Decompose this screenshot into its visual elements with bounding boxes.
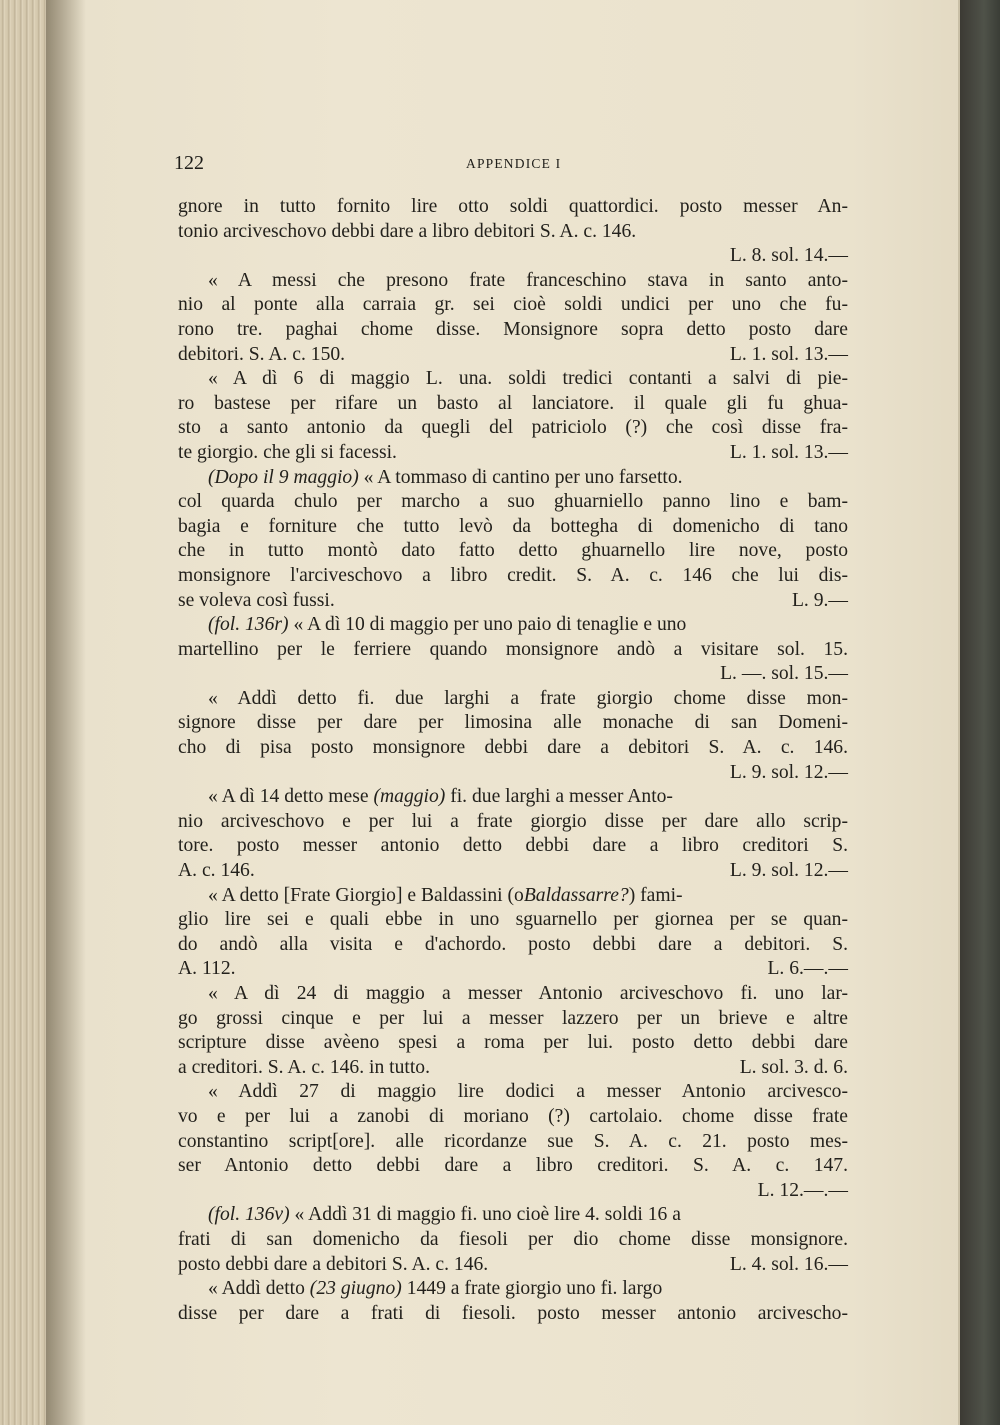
text-segment: « A dì 10 di maggio per uno paio di tenaglie e uno [293, 614, 687, 636]
text-line: che in tutto montò dato fatto detto ghuarnello lire nove, posto [178, 540, 848, 562]
amount-line: L. 12.—.— [757, 1179, 848, 1201]
text-line: frati di san domenicho da fiesoli per dio chome disse monsignore. [178, 1228, 848, 1250]
text-line: sto a santo antonio da quegli del patriciolo (?) che così disse fra- [178, 417, 848, 439]
text-line: monsignore l'arciveschovo a libro credit. S. A. c. 146 che lui dis- [178, 564, 848, 586]
amount: L. 4. sol. 16.— [729, 1253, 848, 1275]
text-line: tore. posto messer antonio detto debbi dare a libro creditori S. [178, 835, 848, 857]
text-line: col quarda chulo per marcho a suo ghuarniello panno lino e bam- [178, 491, 848, 513]
text-line: ser Antonio detto debbi dare a libro creditori. S. A. c. 147. [178, 1155, 848, 1177]
text-segment: A. c. 146. [178, 860, 255, 882]
text-segment: a creditori. S. A. c. 146. in tutto. [178, 1056, 430, 1078]
text-segment: A. 112. [178, 958, 236, 980]
text-line: tonio arcivesсhovo debbi dare a libro debitori S. A. c. 146. [178, 220, 637, 242]
text-line: « A messi che presono frate franceschino stava in santo anto- [208, 269, 848, 291]
body-text [178, 195, 848, 1326]
folio-reference: (fol. 136r) [208, 614, 289, 636]
text-segment: 1449 a frate giorgio uno fi. largo [406, 1278, 663, 1300]
text-line: nio al ponte alla carraia gr. sei cioè soldi undici per uno che fu- [178, 294, 848, 316]
text-line: ro bastese per rifare un basto al lanciatore. il quale gli fu ghua- [178, 392, 848, 414]
text-segment: « A detto [Frate Giorgio] e Baldassini (o [208, 884, 524, 906]
text-line [178, 466, 848, 491]
text-segment: ) fami- [628, 884, 683, 906]
editorial-note: (23 giugno) [309, 1278, 402, 1300]
text-line [178, 589, 848, 614]
editorial-note: Baldassarre? [523, 884, 629, 906]
text-segment: posto debbi dare a debitori S. A. c. 146. [178, 1253, 489, 1275]
text-line [178, 785, 848, 810]
page-edges [0, 0, 47, 1425]
text-segment: se voleva così fussi. [178, 589, 335, 611]
text-line [178, 613, 848, 638]
text-segment: te giorgio. che gli si facessi. [178, 441, 397, 463]
text-line [178, 343, 848, 368]
spine-shadow [46, 0, 86, 1425]
text-segment: « Addì 31 di maggio fi. uno cioè lire 4. soldi 16 a [294, 1204, 681, 1226]
page-number: 122 [174, 152, 204, 174]
text-line [178, 1056, 848, 1081]
text-line: go grossi cinque e per lui a messer lazzero per un brieve e altre [178, 1007, 848, 1029]
text-line: scripture disse avèeno spesi a roma per lui. posto detto debbi dare [178, 1032, 848, 1054]
amount: L. 9.— [791, 589, 848, 611]
amount-line: L. 9. sol. 12.— [729, 761, 848, 783]
text-line: « A dì 6 di maggio L. una. soldi tredici contanti a salvi di pie- [208, 368, 848, 390]
text-line: martellino per le ferriere quando monsignore andò a visitare sol. 15. [178, 638, 848, 660]
text-line [178, 884, 848, 909]
editorial-note: (Dopo il 9 maggio) [208, 466, 359, 488]
amount: L. 6.—.— [767, 958, 848, 980]
text-line: bagia e forniture che tutto levò da bottegha di domenicho di tano [178, 515, 848, 537]
page-header [174, 152, 852, 182]
amount: L. 1. sol. 13.— [729, 441, 848, 463]
text-line: « Addì detto fi. due larghi a frate giorgio chome disse mon- [208, 687, 848, 709]
text-line [178, 957, 848, 982]
text-line: do andò alla visita e d'achordo. posto debbi dare a debitori. S. [178, 933, 848, 955]
text-segment: « Addì detto [208, 1278, 305, 1300]
text-line: gnore in tutto fornito lire otto soldi quattordici. posto messer An- [178, 196, 848, 217]
binding-cover [960, 0, 1000, 1425]
editorial-note: (maggio) [373, 786, 446, 808]
text-line [178, 1277, 848, 1302]
text-line: nio arciveschovo e per lui a frate giorgio disse per dare allo scrip- [178, 810, 848, 832]
amount-line: L. 8. sol. 14.— [729, 245, 848, 267]
amount: L. sol. 3. d. 6. [739, 1056, 848, 1078]
text-line [178, 859, 848, 884]
text-line: « A dì 24 di maggio a messer Antonio arciveschovo fi. uno lar- [208, 983, 848, 1004]
text-segment: « A tommaso di cantino per uno farsetto. [363, 466, 683, 488]
text-line: glio lire sei e quali ebbe in uno sguarnello per giornea per se quan- [178, 909, 848, 931]
text-line: cho di pisa posto monsignore debbi dare a debitori S. A. c. 146. [178, 737, 848, 759]
text-segment: fi. due larghi a messer Anto- [450, 786, 673, 808]
text-line: disse per dare a frati di fiesoli. posto messer antonio arciveschо- [178, 1302, 848, 1324]
text-line [178, 1203, 848, 1228]
text-segment: « A dì 14 detto mese [208, 786, 369, 808]
text-segment: debitori. S. A. c. 150. [178, 343, 346, 365]
text-line: constantino script[ore]. alle ricordanze sue S. A. c. 21. posto mes- [178, 1130, 848, 1152]
amount: L. 9. sol. 12.— [729, 860, 848, 882]
text-line: signore disse per dare per limosina alle monache di san Domeni- [178, 712, 848, 734]
text-line: rono tre. paghai chome disse. Monsignore sopra detto posto dare [178, 318, 848, 340]
amount: L. 1. sol. 13.— [729, 343, 848, 365]
text-line: vo e per lui a zanobi di moriano (?) cartolaio. chome disse frate [178, 1105, 848, 1127]
text-line: « Addì 27 di maggio lire dodici a messer Antonio arcivesco- [208, 1081, 848, 1103]
text-line [178, 1253, 848, 1278]
text-line [178, 441, 848, 466]
folio-reference: (fol. 136v) [208, 1204, 290, 1226]
amount-line: L. —. sol. 15.— [720, 663, 848, 685]
running-head: APPENDICE I [466, 156, 562, 171]
